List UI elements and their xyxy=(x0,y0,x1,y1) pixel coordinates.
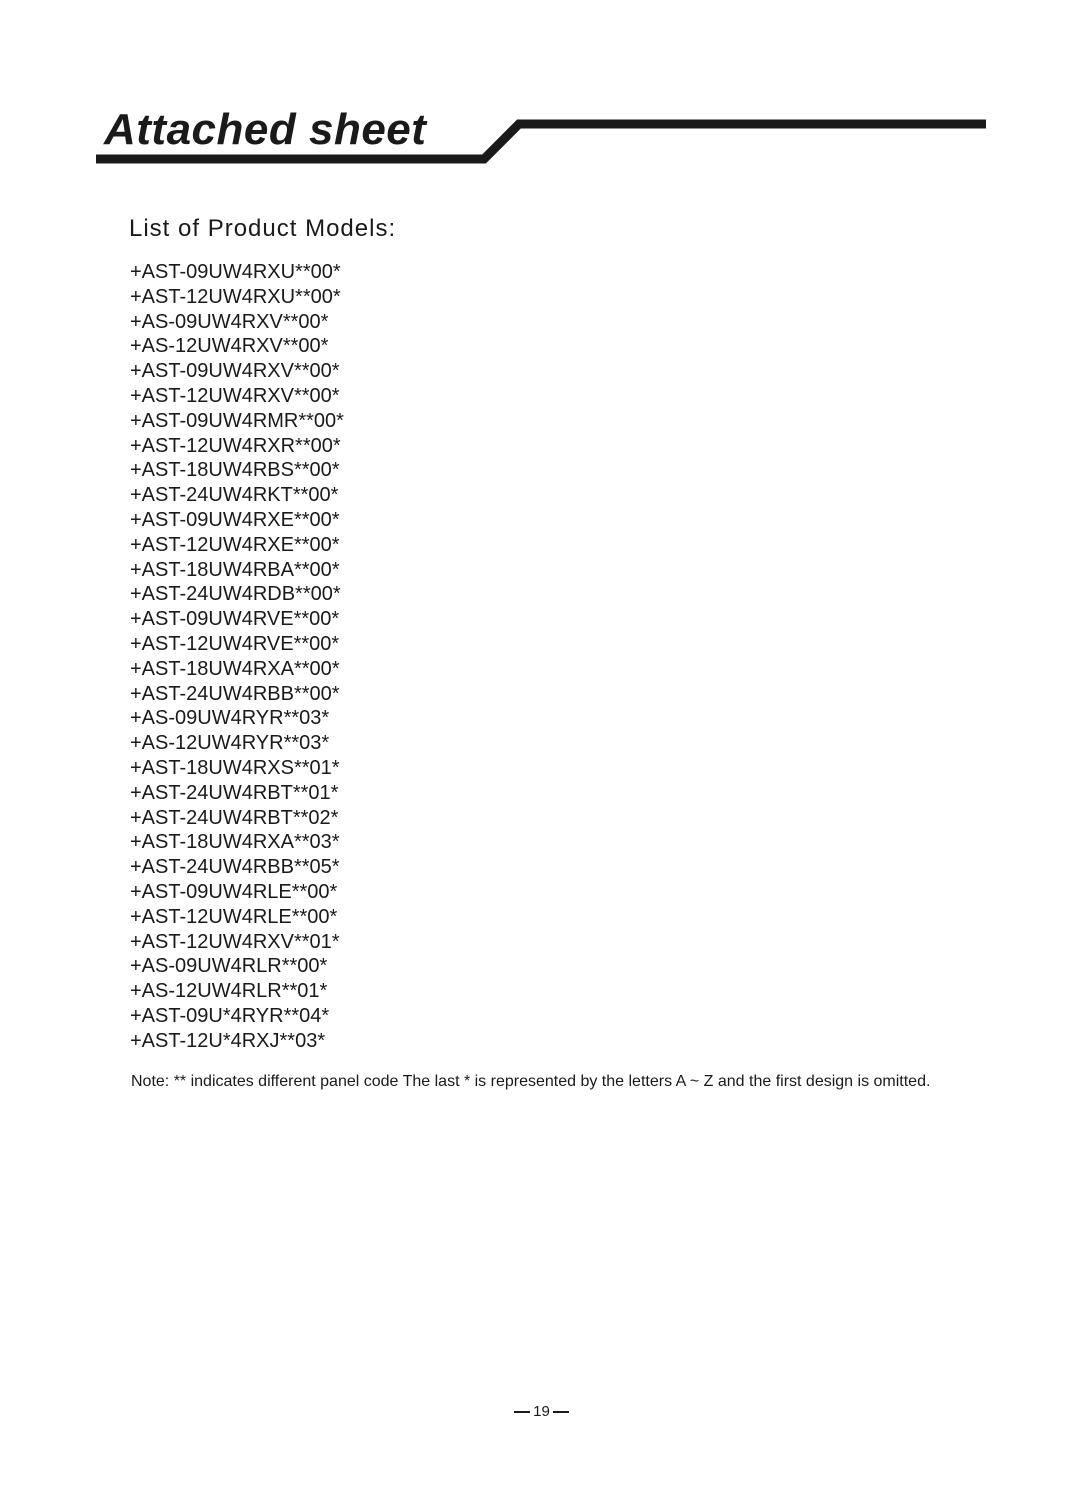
page-footer xyxy=(0,1402,1083,1422)
model-item: +AST-09UW4RLE**00* xyxy=(130,880,338,903)
model-item: +AST-24UW4RBT**02* xyxy=(130,806,339,829)
model-item: +AS-12UW4RYR**03* xyxy=(130,732,330,755)
model-item: +AST-09UW4RVE**00* xyxy=(130,608,340,631)
model-item: +AST-12UW4RVE**00* xyxy=(130,632,340,655)
model-item: +AS-09UW4RYR**03* xyxy=(130,707,330,730)
model-item: +AST-09UW4RXE**00* xyxy=(130,508,340,531)
model-item: +AS-12UW4RXV**00* xyxy=(130,335,329,358)
model-item: +AST-18UW4RXS**01* xyxy=(130,756,340,779)
model-item: +AST-09UW4RMR**00* xyxy=(130,409,344,432)
model-item: +AST-09U*4RYR**04* xyxy=(130,1004,330,1027)
model-item: +AST-09UW4RXV**00* xyxy=(130,360,340,383)
model-item: +AS-09UW4RLR**00* xyxy=(130,955,328,978)
footer-dash-left xyxy=(514,1411,530,1413)
footnote: Note: ** indicates different panel code The last * is represented by the letters A ~ Z and the first design is omitted. xyxy=(131,1073,931,1090)
model-item: +AST-24UW4RBB**00* xyxy=(130,682,340,705)
model-item: +AST-18UW4RXA**03* xyxy=(130,831,340,854)
model-item: +AST-18UW4RBA**00* xyxy=(130,558,340,581)
model-item: +AS-12UW4RLR**01* xyxy=(130,980,328,1003)
product-model-list xyxy=(130,260,344,1054)
model-item: +AST-12UW4RXU**00* xyxy=(130,285,341,308)
model-item: +AST-18UW4RBS**00* xyxy=(130,459,340,482)
title-underline-rule xyxy=(0,0,1083,200)
model-item: +AST-24UW4RBB**05* xyxy=(130,856,340,879)
model-item: +AST-18UW4RXA**00* xyxy=(130,657,340,680)
footer-dash-right xyxy=(553,1411,569,1413)
model-item: +AS-09UW4RXV**00* xyxy=(130,310,329,333)
model-item: +AST-24UW4RDB**00* xyxy=(130,583,341,606)
model-item: +AST-24UW4RBT**01* xyxy=(130,781,339,804)
page-number: 19 xyxy=(533,1403,550,1420)
section-subtitle: List of Product Models: xyxy=(129,215,397,242)
model-item: +AST-12UW4RXV**01* xyxy=(130,930,340,953)
model-item: +AST-12U*4RXJ**03* xyxy=(130,1029,326,1052)
model-item: +AST-24UW4RKT**00* xyxy=(130,484,339,507)
model-item: +AST-12UW4RXE**00* xyxy=(130,533,340,556)
model-item: +AST-12UW4RXR**00* xyxy=(130,434,341,457)
model-item: +AST-09UW4RXU**00* xyxy=(130,261,341,283)
model-item: +AST-12UW4RXV**00* xyxy=(130,384,340,407)
model-item: +AST-12UW4RLE**00* xyxy=(130,905,338,928)
page-title: Attached sheet xyxy=(104,105,427,154)
